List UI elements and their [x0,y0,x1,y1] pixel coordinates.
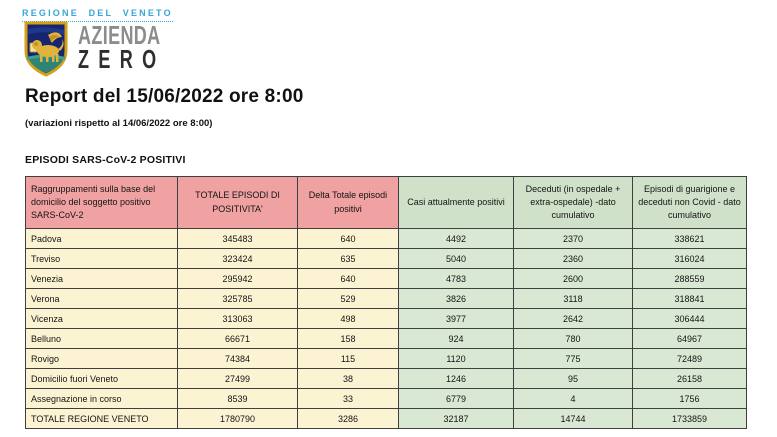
row-value: 2370 [514,229,633,249]
row-value: 1780790 [178,409,298,429]
table-row [26,389,747,409]
row-value: 1246 [399,369,514,389]
row-value: 72489 [633,349,747,369]
table-row [26,309,747,329]
row-value: 316024 [633,249,747,269]
row-value: 3118 [514,289,633,309]
row-label: Venezia [26,269,178,289]
row-value: 1120 [399,349,514,369]
table-total-row [26,409,747,429]
org-name [78,20,199,75]
row-value: 27499 [178,369,298,389]
row-value: 4492 [399,229,514,249]
row-label: TOTALE REGIONE VENETO [26,409,178,429]
row-value: 4783 [399,269,514,289]
row-value: 924 [399,329,514,349]
veneto-lion-shield-icon [22,21,70,79]
row-value: 775 [514,349,633,369]
table-row [26,269,747,289]
azienda-zero-logo [22,21,199,79]
row-label: Belluno [26,329,178,349]
row-value: 529 [298,289,399,309]
region-veneto-label: REGIONE DEL VENETO [22,8,173,22]
row-value: 32187 [399,409,514,429]
episodes-table-body [26,229,747,429]
table-row [26,369,747,389]
row-label: Domicilio fuori Veneto [26,369,178,389]
row-value: 14744 [514,409,633,429]
row-label: Treviso [26,249,178,269]
org-name-zero: ZERO [78,44,166,75]
row-value: 323424 [178,249,298,269]
table-row [26,229,747,249]
table-row [26,289,747,309]
row-value: 74384 [178,349,298,369]
row-value: 66671 [178,329,298,349]
episodes-table [25,176,747,429]
row-value: 306444 [633,309,747,329]
row-value: 38 [298,369,399,389]
row-label: Assegnazione in corso [26,389,178,409]
row-value: 295942 [178,269,298,289]
table-header-row [26,177,747,229]
row-value: 3826 [399,289,514,309]
row-label: Padova [26,229,178,249]
row-value: 345483 [178,229,298,249]
report-title: Report del 15/06/2022 ore 8:00 [25,86,304,107]
header-deceduti: Deceduti (in ospedale + extra-ospedale) -dato cumulativo [514,177,633,229]
table-row [26,329,747,349]
row-value: 158 [298,329,399,349]
row-label: Vicenza [26,309,178,329]
row-value: 115 [298,349,399,369]
row-label: Rovigo [26,349,178,369]
row-value: 780 [514,329,633,349]
row-value: 4 [514,389,633,409]
header-delta-totale: Delta Totale episodi positivi [298,177,399,229]
row-value: 26158 [633,369,747,389]
row-value: 3286 [298,409,399,429]
row-value: 33 [298,389,399,409]
org-name-azienda: AZIENDA [78,20,161,51]
header-raggruppamenti: Raggruppamenti sulla base del domicilio del soggetto positivo SARS-CoV-2 [26,177,178,229]
row-value: 635 [298,249,399,269]
row-value: 1733859 [633,409,747,429]
row-value: 288559 [633,269,747,289]
brand-header [22,3,173,22]
section-heading: EPISODI SARS-CoV-2 POSITIVI [25,154,186,166]
row-value: 325785 [178,289,298,309]
row-value: 2600 [514,269,633,289]
table-row [26,249,747,269]
report-subtitle: (variazioni rispetto al 14/06/2022 ore 8:00) [25,118,213,129]
row-value: 498 [298,309,399,329]
row-value: 5040 [399,249,514,269]
row-value: 338621 [633,229,747,249]
row-value: 318841 [633,289,747,309]
row-label: Verona [26,289,178,309]
row-value: 640 [298,269,399,289]
header-guarigione: Episodi di guarigione e deceduti non Covid - dato cumulativo [633,177,747,229]
row-value: 95 [514,369,633,389]
header-casi-attuali: Casi attualmente positivi [399,177,514,229]
table-row [26,349,747,369]
row-value: 2360 [514,249,633,269]
row-value: 8539 [178,389,298,409]
row-value: 313063 [178,309,298,329]
row-value: 640 [298,229,399,249]
row-value: 2642 [514,309,633,329]
row-value: 1756 [633,389,747,409]
row-value: 64967 [633,329,747,349]
header-totale-episodi: TOTALE EPISODI DI POSITIVITA' [178,177,298,229]
row-value: 3977 [399,309,514,329]
row-value: 6779 [399,389,514,409]
